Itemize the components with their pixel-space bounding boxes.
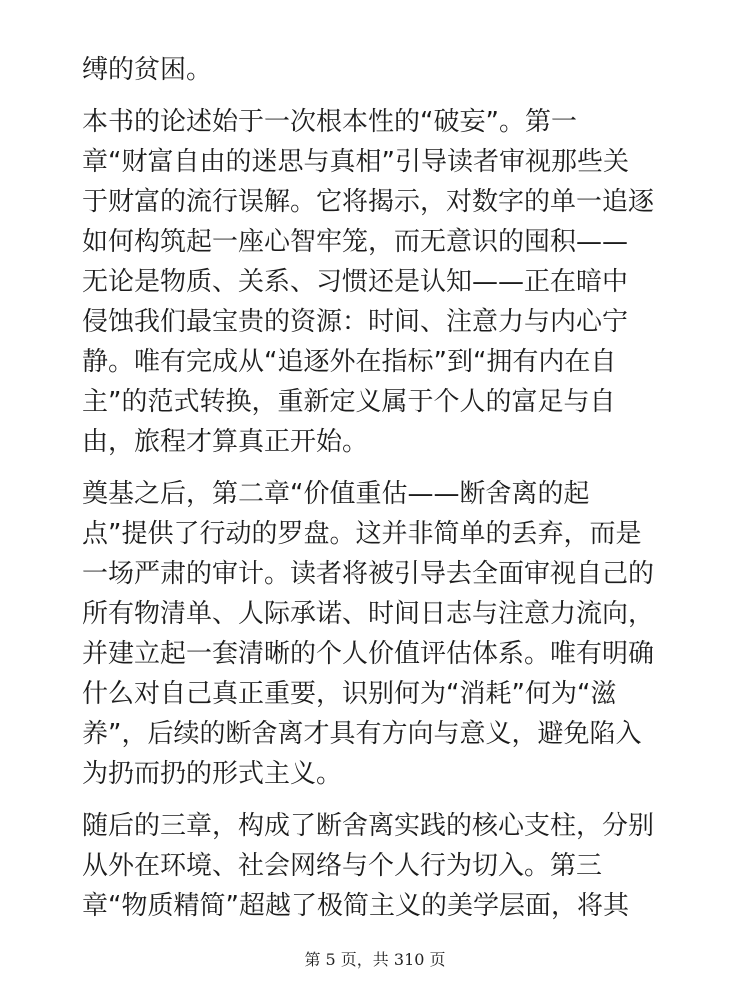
text-line: 由，旅程才算真正开始。 [82, 427, 369, 457]
text-line: 章“物质精简”超越了极简主义的美学层面，将其 [82, 891, 629, 921]
paragraph [82, 102, 682, 462]
text-line: 养”，后续的断舍离才具有方向与意义，避免陷入 [82, 719, 642, 749]
text-line: 无论是物质、关系、习惯还是认知——正在暗中 [82, 267, 629, 297]
text-line: 静。唯有完成从“追逐外在指标”到“拥有内在自 [82, 347, 617, 377]
text-line: 缚的贫困。 [82, 55, 213, 85]
text-line: 为扔而扔的形式主义。 [82, 759, 343, 789]
text-line: 所有物清单、人际承诺、时间日志与注意力流向， [82, 599, 655, 629]
text-line: 从外在环境、社会网络与个人行为切入。第三 [82, 851, 603, 881]
text-line: 什么对自己真正重要，识别何为“消耗”何为“滋 [82, 679, 617, 709]
text-line: 随后的三章，构成了断舍离实践的核心支柱，分别 [82, 811, 655, 841]
page-number-footer: 第 5 页，共 310 页 [304, 950, 446, 969]
text-line: 章“财富自由的迷思与真相”引导读者审视那些关 [82, 147, 629, 177]
text-line: 一场严肃的审计。读者将被引导去全面审视自己的 [82, 559, 655, 589]
text-line: 并建立起一套清晰的个人价值评估体系。唯有明确 [82, 639, 655, 669]
body-text [82, 50, 682, 938]
text-line: 奠基之后，第二章“价值重估——断舍离的起 [82, 479, 590, 509]
paragraph [82, 474, 682, 794]
text-line: 本书的论述始于一次根本性的“破妄”。第一 [82, 107, 577, 137]
text-line: 点”提供了行动的罗盘。这并非简单的丢弃，而是 [82, 519, 642, 549]
text-line: 于财富的流行误解。它将揭示，对数字的单一追逐 [82, 187, 655, 217]
paragraph [82, 50, 682, 90]
text-line: 如何构筑起一座心智牢笼，而无意识的囤积—— [82, 227, 629, 257]
paragraph [82, 806, 682, 926]
text-line: 侵蚀我们最宝贵的资源：时间、注意力与内心宁 [82, 307, 629, 337]
text-line: 主”的范式转换，重新定义属于个人的富足与自 [82, 387, 616, 417]
